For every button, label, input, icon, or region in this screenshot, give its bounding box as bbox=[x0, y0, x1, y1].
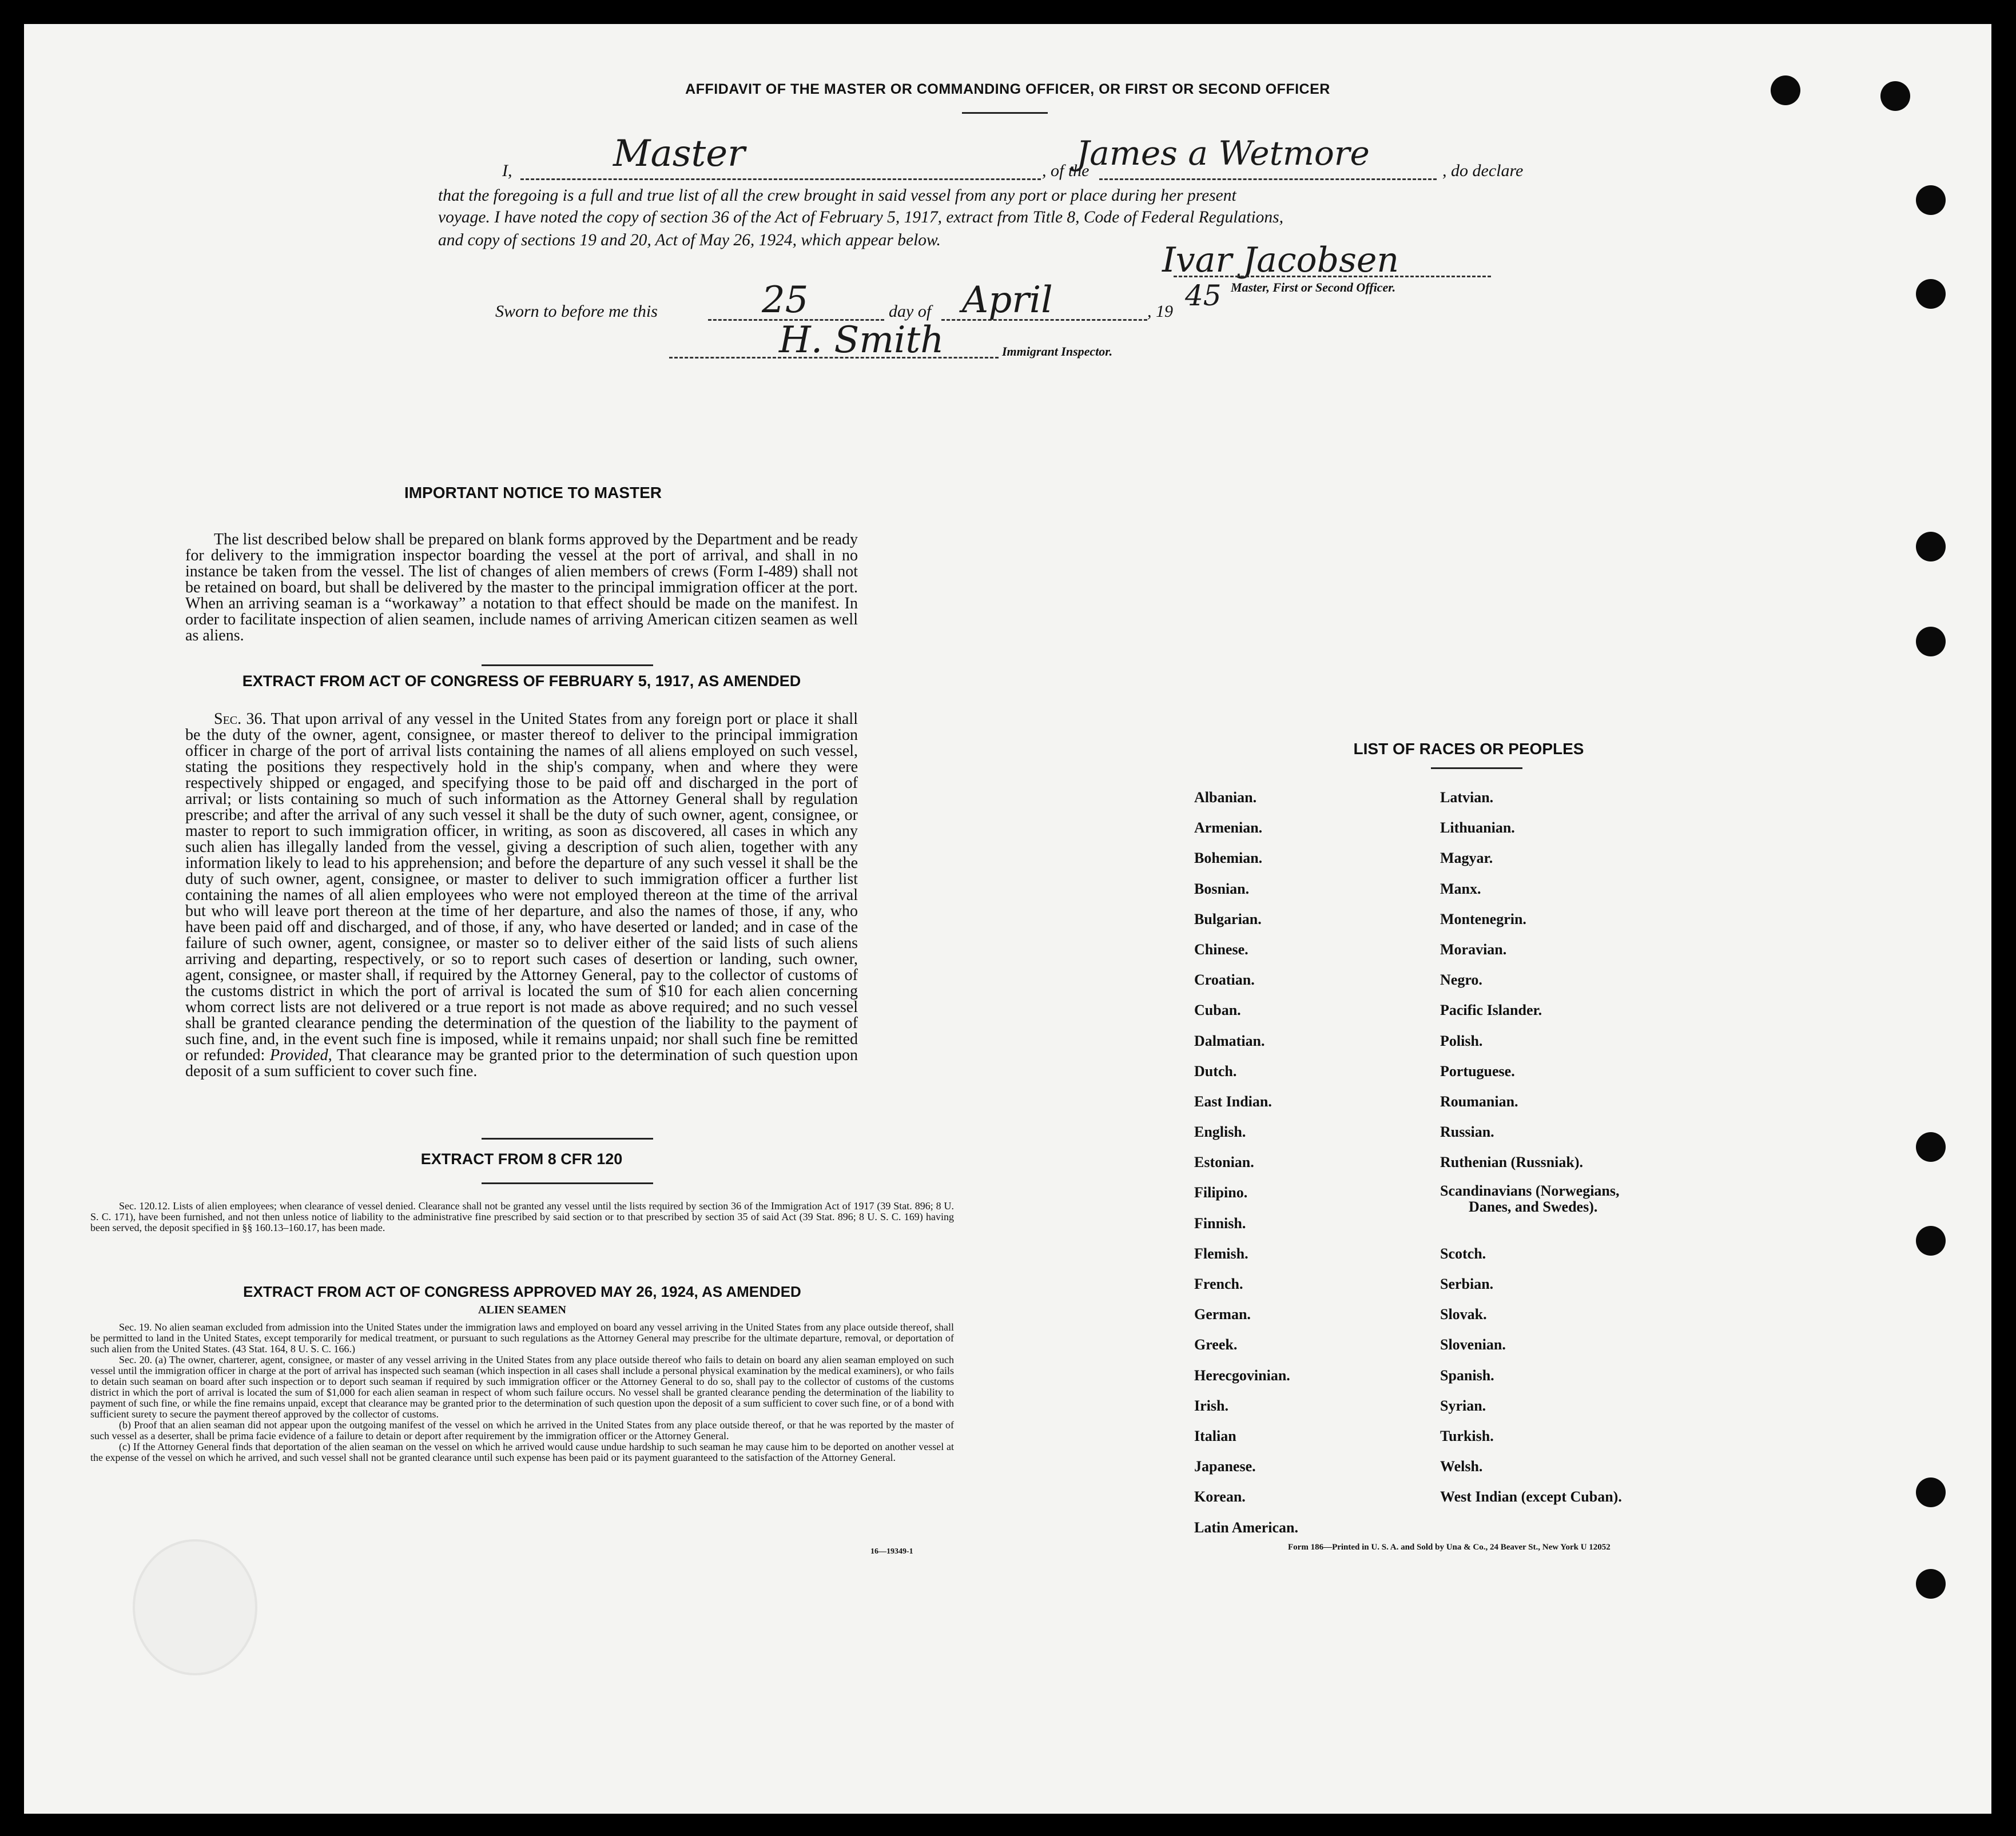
binder-hole bbox=[1880, 81, 1910, 111]
race-item: Scotch. bbox=[1440, 1245, 1486, 1262]
race-item: Filipino. bbox=[1194, 1184, 1248, 1201]
race-item: English. bbox=[1194, 1124, 1246, 1141]
race-item: Polish. bbox=[1440, 1032, 1483, 1049]
sec-36-end: That clearance may be granted prior to the determination of such question upon deposit of a sum sufficient to cover such fine. bbox=[185, 1046, 858, 1080]
race-item: Serbian. bbox=[1440, 1276, 1494, 1293]
day-of-label: day of bbox=[889, 302, 932, 321]
extract-1924-title: EXTRACT FROM ACT OF CONGRESS APPROVED MAY 26, 1924, AS AMENDED bbox=[243, 1283, 801, 1300]
sec-20b: (b) Proof that an alien seaman did not appear upon the outgoing manifest of the vessel on which he arrived in the United States from any place outside thereof, or that he was reported by the master of such vessel as a deserter, shall be prima facie evidence of a failure to detain or deport after requirement by the immigration officer or the Attorney General. bbox=[90, 1419, 954, 1441]
race-item: Slovak. bbox=[1440, 1306, 1487, 1323]
i-label: I, bbox=[502, 161, 512, 180]
race-item: Irish. bbox=[1194, 1397, 1228, 1414]
inspector-caption: Immigrant Inspector. bbox=[1002, 344, 1113, 359]
race-item: Welsh. bbox=[1440, 1458, 1483, 1475]
race-item: Russian. bbox=[1440, 1124, 1494, 1141]
sec-19: Sec. 19. No alien seaman excluded from admission into the United States under the immigration laws and employed on board any vessel arriving in the United States from any place outside thereof, shall be permitted to land in the United States, except temporarily for medical treatment, or pursuant to such regulations as the Attorney General may prescribe for the ultimate departure, removal, or deportation of such alien from the United States. (43 Stat. 164, 8 U. S. C. 166.) bbox=[90, 1321, 954, 1355]
race-item: Bulgarian. bbox=[1194, 910, 1262, 927]
notice-body: The list described below shall be prepared on blank forms approved by the Department and be ready for delivery to the immigration inspector boarding the vessel at the port of arrival, and shall in no instance be taken from the vessel. The list of changes of alien members of crews (Form I-489) shall not be retained on board, but shall be delivered by the master to the principal immigration officer at the port. When an arriving seaman is a “workaway” a notation to that effect should be made on the manifest. In order to facilitate inspection of alien seamen, include names of arriving American citizen seamen as well as aliens. bbox=[185, 531, 858, 644]
race-item: Pacific Islander. bbox=[1440, 1002, 1542, 1019]
embossed-seal bbox=[133, 1539, 257, 1675]
binder-hole bbox=[1916, 1477, 1946, 1507]
sec-36-text: That upon arrival of any vessel in the United States from any foreign port or place it shall be the duty of the owner, agent, consignee, or master thereof to deliver to the principal immigration officer in charge of the port of arrival lists containing the names of all aliens employed on such vessel, stating the positions they respectively hold in the ship's company, when and where they were respectively shipped or engaged, and specifying those to be paid off and discharged in the port of arrival; or lists containing so much of such information as the Attorney General shall by regulation prescribe; and after the arrival of any such vessel it shall be the duty of such owner, agent, consignee, or master to report to such immigration officer, in writing, as soon as discovered, all cases in which any such alien has illegally landed from the vessel, giving a description of such alien, together with any information likely to lead to his apprehension; and before the departure of any such vessel it shall be the duty of such owner, agent, consignee, or master to deliver to such immigration officer a further list containing the names of all alien employees who were not employed thereon at the time of the arrival but who will leave port thereon at the time of her departure, and also the names of those, if any, who have been paid off and discharged, and of those, if any, who have deserted or landed; and in case of the failure of such owner, agent, consignee, or master so to deliver either of the said lists of such aliens arriving and departing, respectively, or so to report such cases of desertion or landing, such owner, agent, consignee, or master shall, if required by the Attorney General, pay to the collector of customs of the customs district in which the port of arrival is located the sum of $10 for each alien concerning whom correct lists are not delivered or a true report is not made as above required; and no such vessel shall be granted clearance pending the determination of the question of the liability to the payment of such fine, and, in the event such fine is imposed, while it remains unpaid; nor shall such fine be remitted or refunded: bbox=[185, 710, 858, 1064]
year-prefix: , 19 bbox=[1147, 302, 1173, 321]
race-item: Greek. bbox=[1194, 1336, 1238, 1353]
race-item: Latin American. bbox=[1194, 1519, 1298, 1536]
sec-20c: (c) If the Attorney General finds that deportation of the alien seaman on the vessel on which he arrived would cause undue hardship to such seaman he may cause him to be deported on another vessel at the expense of the vessel on which he arrived, and such vessel shall not be granted clearance until such expense has been paid or its payment guaranteed to the satisfaction of the Attorney General. bbox=[90, 1441, 954, 1463]
binder-hole bbox=[1916, 185, 1946, 215]
race-item: Syrian. bbox=[1440, 1397, 1486, 1414]
binder-hole bbox=[1916, 532, 1946, 561]
race-item: Finnish. bbox=[1194, 1214, 1246, 1232]
race-item: Bohemian. bbox=[1194, 850, 1263, 867]
race-item: Turkish. bbox=[1440, 1427, 1494, 1444]
of-the-label: , of the bbox=[1042, 161, 1089, 180]
sec-20a: Sec. 20. (a) The owner, charterer, agent, consignee, or master of any vessel arriving in the United States from any place outside thereof who fails to detain on board any alien seaman employed on such vessel until the immigration officer in charge at the port of arrival has inspected such seaman (which inspection in all cases shall include a personal physical examination by the medical examiners), or who fails to detain such seaman on board after such inspection or to deport such seaman if required by such immigration officer or the Attorney General to do so, shall pay to the collector of customs of the customs district in which the port of arrival is located the sum of $1,000 for each alien seaman in respect of whom such failure occurs. No vessel shall be granted clearance pending the determination of the liability to payment of such fine, or while the fine remains unpaid, except that clearance may be granted prior to the determination of such question upon the deposit of a sum sufficient to cover such fine, or of a bond with sufficient surety to secure the payment thereof approved by the collector of customs. bbox=[90, 1354, 954, 1420]
affidavit-line-4: and copy of sections 19 and 20, Act of May 26, 1924, which appear below. bbox=[438, 231, 941, 249]
cfr-rule-top bbox=[482, 1138, 653, 1140]
year-handwritten: 45 bbox=[1185, 279, 1222, 312]
extract-1917-body bbox=[185, 711, 858, 1080]
race-item: Flemish. bbox=[1194, 1245, 1248, 1262]
race-item: Magyar. bbox=[1440, 850, 1493, 867]
race-item: Montenegrin. bbox=[1440, 910, 1526, 927]
race-item: Latvian. bbox=[1440, 789, 1494, 806]
binder-hole bbox=[1916, 1226, 1946, 1256]
races-title: LIST OF RACES OR PEOPLES bbox=[1353, 740, 1584, 758]
races-rule bbox=[1431, 767, 1522, 769]
printer-footer: Form 186—Printed in U. S. A. and Sold by Una & Co., 24 Beaver St., New York U 12052 bbox=[1288, 1543, 1611, 1552]
binder-hole bbox=[1916, 1132, 1946, 1162]
race-item: East Indian. bbox=[1194, 1093, 1272, 1110]
binder-hole bbox=[1916, 1569, 1946, 1599]
race-item: Roumanian. bbox=[1440, 1093, 1518, 1110]
sec-36-label: Sec. 36. bbox=[214, 710, 267, 728]
provided-label: Provided, bbox=[269, 1046, 332, 1064]
race-item: Negro. bbox=[1440, 971, 1482, 989]
race-item: Portuguese. bbox=[1440, 1062, 1515, 1080]
day-handwritten: 25 bbox=[762, 279, 809, 321]
race-item: Croatian. bbox=[1194, 971, 1255, 989]
binder-hole bbox=[1771, 75, 1800, 105]
cfr-body: Sec. 120.12. Lists of alien employees; when clearance of vessel denied. Clearance shall not be granted any vessel until the lists required by section 36 of the Immigration Act of 1917 (39 Stat. 896; 8 U. S. C. 171), have been furnished, and not then unless notice of liability to the administrative fine prescribed by said section or to that prescribed by section 35 of said Act (39 Stat. 896; 8 U. S. C. 169) having been served, the deposit specified in §§ 160.13–160.17, has been made. bbox=[90, 1200, 954, 1233]
race-item-scandinavians bbox=[1440, 1177, 1622, 1238]
notice-rule bbox=[482, 664, 653, 666]
inspector-signature: H. Smith bbox=[779, 319, 944, 361]
cfr-title: EXTRACT FROM 8 CFR 120 bbox=[420, 1150, 623, 1168]
race-item: Japanese. bbox=[1194, 1458, 1256, 1475]
affidavit-title: AFFIDAVIT OF THE MASTER OR COMMANDING OFFICER, OR FIRST OR SECOND OFFICER bbox=[685, 81, 1330, 97]
races-column-2 bbox=[1440, 782, 1622, 1512]
race-item: German. bbox=[1194, 1306, 1251, 1323]
race-item: Manx. bbox=[1440, 880, 1481, 897]
scandinavians-line-2: Danes, and Swedes). bbox=[1469, 1198, 1598, 1216]
extract-1924-body bbox=[90, 1322, 954, 1463]
race-item: Herecgovinian. bbox=[1194, 1367, 1290, 1384]
race-item: Dutch. bbox=[1194, 1062, 1237, 1080]
race-item: Moravian. bbox=[1440, 941, 1507, 958]
notice-title: IMPORTANT NOTICE TO MASTER bbox=[404, 484, 662, 501]
race-item: Albanian. bbox=[1194, 789, 1257, 806]
race-item: Dalmatian. bbox=[1194, 1032, 1265, 1049]
signature-caption: Master, First or Second Officer. bbox=[1231, 280, 1396, 294]
race-item: Spanish. bbox=[1440, 1367, 1494, 1384]
form-code: 16—19349-1 bbox=[870, 1547, 913, 1556]
race-item: Korean. bbox=[1194, 1488, 1246, 1506]
race-item: Italian bbox=[1194, 1427, 1236, 1444]
scandinavians-line-1: Scandinavians (Norwegians, bbox=[1440, 1182, 1620, 1200]
name-line bbox=[520, 178, 1041, 180]
affidavit-line-2: that the foregoing is a full and true list of all the crew brought in said vessel from any port or place during her present bbox=[438, 186, 1236, 205]
race-item: Estonian. bbox=[1194, 1154, 1254, 1171]
name-handwritten: Master bbox=[613, 133, 745, 175]
race-item: Ruthenian (Russniak). bbox=[1440, 1154, 1583, 1171]
race-item: Chinese. bbox=[1194, 941, 1248, 958]
document-page bbox=[24, 24, 1991, 1814]
signature-line bbox=[1174, 276, 1491, 277]
race-item: Slovenian. bbox=[1440, 1336, 1506, 1353]
race-item: Armenian. bbox=[1194, 819, 1263, 837]
race-item: French. bbox=[1194, 1276, 1243, 1292]
race-item: Lithuanian. bbox=[1440, 819, 1515, 837]
sworn-label: Sworn to before me this bbox=[495, 302, 658, 321]
binder-hole bbox=[1916, 627, 1946, 656]
binder-hole bbox=[1916, 279, 1946, 309]
vessel-line bbox=[1099, 178, 1437, 180]
master-signature: Ivar Jacobsen bbox=[1162, 240, 1399, 280]
month-handwritten: April bbox=[962, 279, 1053, 321]
vessel-handwritten: James a Wetmore bbox=[1076, 134, 1370, 173]
affidavit-line-3: voyage. I have noted the copy of section 36 of the Act of February 5, 1917, extract from Title 8, Code of Federal Regulations, bbox=[438, 208, 1283, 226]
do-declare-label: , do declare bbox=[1442, 161, 1524, 180]
races-column-1 bbox=[1194, 782, 1298, 1543]
race-item: Bosnian. bbox=[1194, 880, 1250, 897]
cfr-rule bbox=[482, 1182, 653, 1184]
alien-seamen-subtitle: ALIEN SEAMEN bbox=[478, 1304, 566, 1316]
title-rule bbox=[962, 112, 1048, 114]
race-item: Cuban. bbox=[1194, 1002, 1241, 1019]
extract-1917-title: EXTRACT FROM ACT OF CONGRESS OF FEBRUARY 5, 1917, AS AMENDED bbox=[242, 672, 801, 690]
race-item: West Indian (except Cuban). bbox=[1440, 1488, 1622, 1506]
